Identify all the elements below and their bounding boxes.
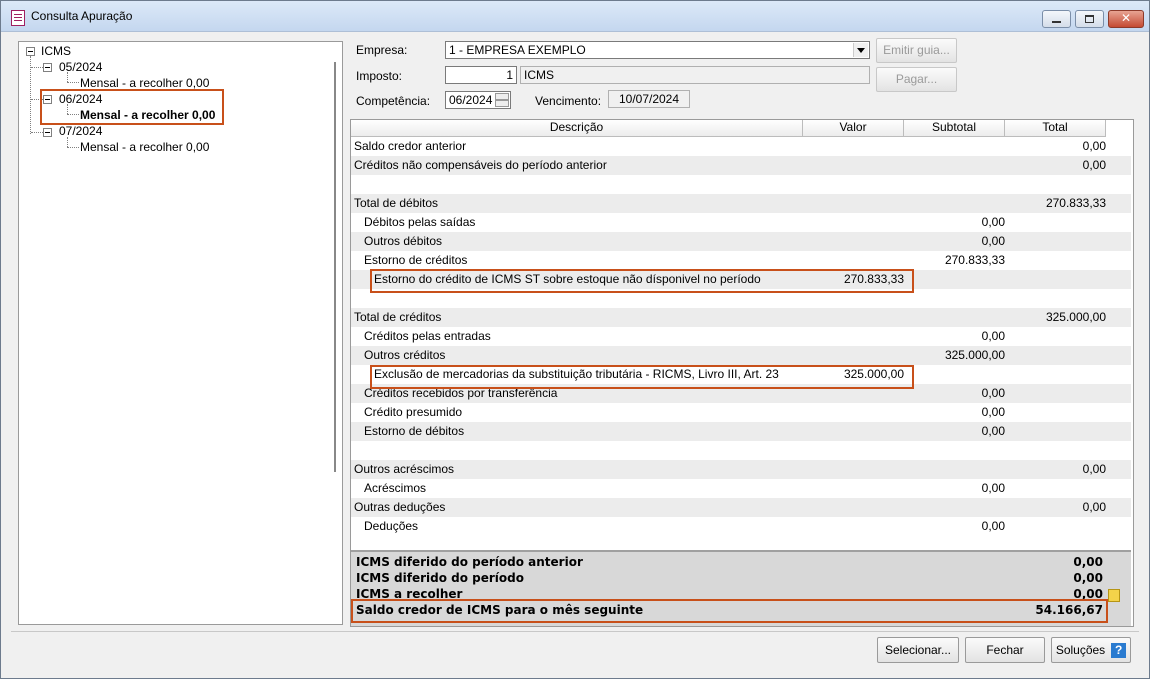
cell-desc: Total de créditos xyxy=(354,310,442,324)
cell-desc: Outras deduções xyxy=(354,500,446,514)
empresa-value: 1 - EMPRESA EXEMPLO xyxy=(449,43,586,57)
col-subtotal[interactable]: Subtotal xyxy=(904,120,1005,136)
cell-valor: 325.000,00 xyxy=(843,367,904,381)
chevron-down-icon[interactable] xyxy=(853,43,868,57)
tree-line xyxy=(31,132,43,133)
footer-label: ICMS a recolher xyxy=(356,587,463,601)
emitir-guia-button[interactable]: Emitir guia... xyxy=(876,38,957,63)
footer-label: ICMS diferido do período xyxy=(356,571,524,585)
cell-total: 0,00 xyxy=(1082,500,1106,514)
highlight-box xyxy=(40,89,224,125)
cell-desc: Total de débitos xyxy=(354,196,439,210)
period-tree xyxy=(18,41,343,625)
table-row[interactable] xyxy=(351,156,1131,175)
tree-line xyxy=(31,67,43,68)
separator xyxy=(11,631,1139,632)
cell-desc: Créditos recebidos por transferência xyxy=(364,386,558,400)
cell-subtotal: 0,00 xyxy=(981,519,1005,533)
table-row[interactable] xyxy=(351,308,1131,327)
window-title: Consulta Apuração xyxy=(31,9,133,23)
footer-value: 0,00 xyxy=(1073,587,1103,601)
cell-total: 0,00 xyxy=(1082,158,1106,172)
imposto-code-input[interactable]: 1 xyxy=(445,66,517,84)
competencia-label: Competência: xyxy=(356,94,431,108)
table-row[interactable] xyxy=(351,460,1131,479)
highlight-box xyxy=(370,269,914,293)
table-row[interactable] xyxy=(351,403,1131,422)
solucoes-label: Soluções xyxy=(1055,643,1106,657)
empresa-select[interactable] xyxy=(445,41,870,59)
table-row[interactable] xyxy=(351,422,1131,441)
collapse-icon[interactable] xyxy=(43,128,52,137)
col-total[interactable]: Total xyxy=(1005,120,1106,136)
document-icon xyxy=(11,10,25,26)
table-row[interactable] xyxy=(351,517,1131,536)
cell-total: 0,00 xyxy=(1082,462,1106,476)
table-row[interactable] xyxy=(351,251,1131,270)
footer-value: 0,00 xyxy=(1073,571,1103,585)
vencimento-label: Vencimento: xyxy=(535,94,602,108)
title-bar xyxy=(1,1,1149,32)
highlight-box xyxy=(370,365,914,389)
cell-desc: Outros créditos xyxy=(364,348,446,362)
imposto-name-field: ICMS xyxy=(520,66,870,84)
fechar-button[interactable]: Fechar xyxy=(965,637,1045,663)
cell-total: 270.833,33 xyxy=(1045,196,1106,210)
cell-desc: Outros débitos xyxy=(364,234,443,248)
cell-desc: Estorno do crédito de ICMS ST sobre estoque não dísponivel no período xyxy=(374,272,761,286)
table-row[interactable] xyxy=(351,441,1131,460)
pagar-button[interactable]: Pagar... xyxy=(876,67,957,92)
tree-scrollbar[interactable] xyxy=(334,62,336,472)
close-button[interactable]: ✕ xyxy=(1108,10,1144,28)
tree-item-05-mensal[interactable]: Mensal - a recolher 0,00 xyxy=(80,76,210,90)
cell-desc: Estorno de créditos xyxy=(364,253,468,267)
help-icon: ? xyxy=(1111,643,1126,658)
competencia-input[interactable] xyxy=(445,91,511,109)
cell-subtotal: 0,00 xyxy=(981,424,1005,438)
grid-header xyxy=(351,120,1106,137)
collapse-icon[interactable] xyxy=(43,63,52,72)
minimize-button[interactable] xyxy=(1042,10,1071,28)
cell-subtotal: 0,00 xyxy=(981,481,1005,495)
table-row[interactable] xyxy=(351,346,1131,365)
cell-desc: Exclusão de mercadorias da substituição tributária - RICMS, Livro III, Art. 23 xyxy=(374,367,779,381)
cell-desc: Saldo credor anterior xyxy=(354,139,467,153)
cell-subtotal: 0,00 xyxy=(981,329,1005,343)
spin-down-icon[interactable] xyxy=(495,100,509,107)
col-valor[interactable]: Valor xyxy=(803,120,904,136)
tree-line xyxy=(67,147,79,148)
cell-valor: 270.833,33 xyxy=(843,272,904,286)
cell-desc: Créditos não compensáveis do período anterior xyxy=(354,158,607,172)
maximize-button[interactable] xyxy=(1075,10,1104,28)
empresa-label: Empresa: xyxy=(356,43,408,57)
grid-footer xyxy=(351,550,1131,626)
col-descricao[interactable]: Descrição xyxy=(351,120,803,136)
selecionar-button[interactable]: Selecionar... xyxy=(877,637,959,663)
footer-label: ICMS diferido do período anterior xyxy=(356,555,583,569)
cell-desc: Deduções xyxy=(364,519,419,533)
tree-item-07-mensal[interactable]: Mensal - a recolher 0,00 xyxy=(80,140,210,154)
tree-line xyxy=(67,82,79,83)
cell-desc: Estorno de débitos xyxy=(364,424,465,438)
table-row[interactable] xyxy=(351,479,1131,498)
footer-value: 54.166,67 xyxy=(1035,603,1103,617)
cell-desc: Créditos pelas entradas xyxy=(364,329,491,343)
note-icon[interactable] xyxy=(1108,589,1120,602)
tree-line xyxy=(67,137,68,147)
imposto-label: Imposto: xyxy=(356,69,403,83)
tree-line xyxy=(67,72,68,82)
apuracao-grid xyxy=(350,119,1134,627)
cell-desc: Outros acréscimos xyxy=(354,462,455,476)
cell-subtotal: 0,00 xyxy=(981,215,1005,229)
cell-desc: Crédito presumido xyxy=(364,405,463,419)
tree-item-06-mensal-selected[interactable]: Mensal - a recolher 0,00 xyxy=(80,108,216,122)
tree-period-06[interactable]: 06/2024 xyxy=(59,92,103,106)
table-row[interactable] xyxy=(351,194,1131,213)
cell-desc: Débitos pelas saídas xyxy=(364,215,476,229)
cell-subtotal: 270.833,33 xyxy=(944,253,1005,267)
table-row[interactable] xyxy=(351,232,1131,251)
tree-root-icms[interactable]: ICMS xyxy=(41,44,71,58)
solucoes-button[interactable] xyxy=(1051,637,1131,663)
cell-subtotal: 0,00 xyxy=(981,386,1005,400)
competencia-spinner[interactable] xyxy=(495,93,509,108)
table-row[interactable] xyxy=(351,137,1131,156)
cell-subtotal: 0,00 xyxy=(981,405,1005,419)
table-row[interactable] xyxy=(351,498,1131,517)
cell-total: 325.000,00 xyxy=(1045,310,1106,324)
cell-desc: Acréscimos xyxy=(364,481,427,495)
tree-period-05[interactable]: 05/2024 xyxy=(59,60,103,74)
collapse-icon[interactable] xyxy=(26,47,35,56)
footer-value: 0,00 xyxy=(1073,555,1103,569)
vencimento-field: 10/07/2024 xyxy=(608,90,690,108)
cell-subtotal: 325.000,00 xyxy=(944,348,1005,362)
cell-total: 0,00 xyxy=(1082,139,1106,153)
spin-up-icon[interactable] xyxy=(495,93,509,100)
competencia-value: 06/2024 xyxy=(449,93,493,107)
table-row[interactable] xyxy=(351,175,1131,194)
table-row[interactable] xyxy=(351,213,1131,232)
footer-label: Saldo credor de ICMS para o mês seguinte xyxy=(356,603,644,617)
table-row[interactable] xyxy=(351,327,1131,346)
cell-subtotal: 0,00 xyxy=(981,234,1005,248)
highlight-box xyxy=(351,599,1108,623)
tree-period-07[interactable]: 07/2024 xyxy=(59,124,103,138)
